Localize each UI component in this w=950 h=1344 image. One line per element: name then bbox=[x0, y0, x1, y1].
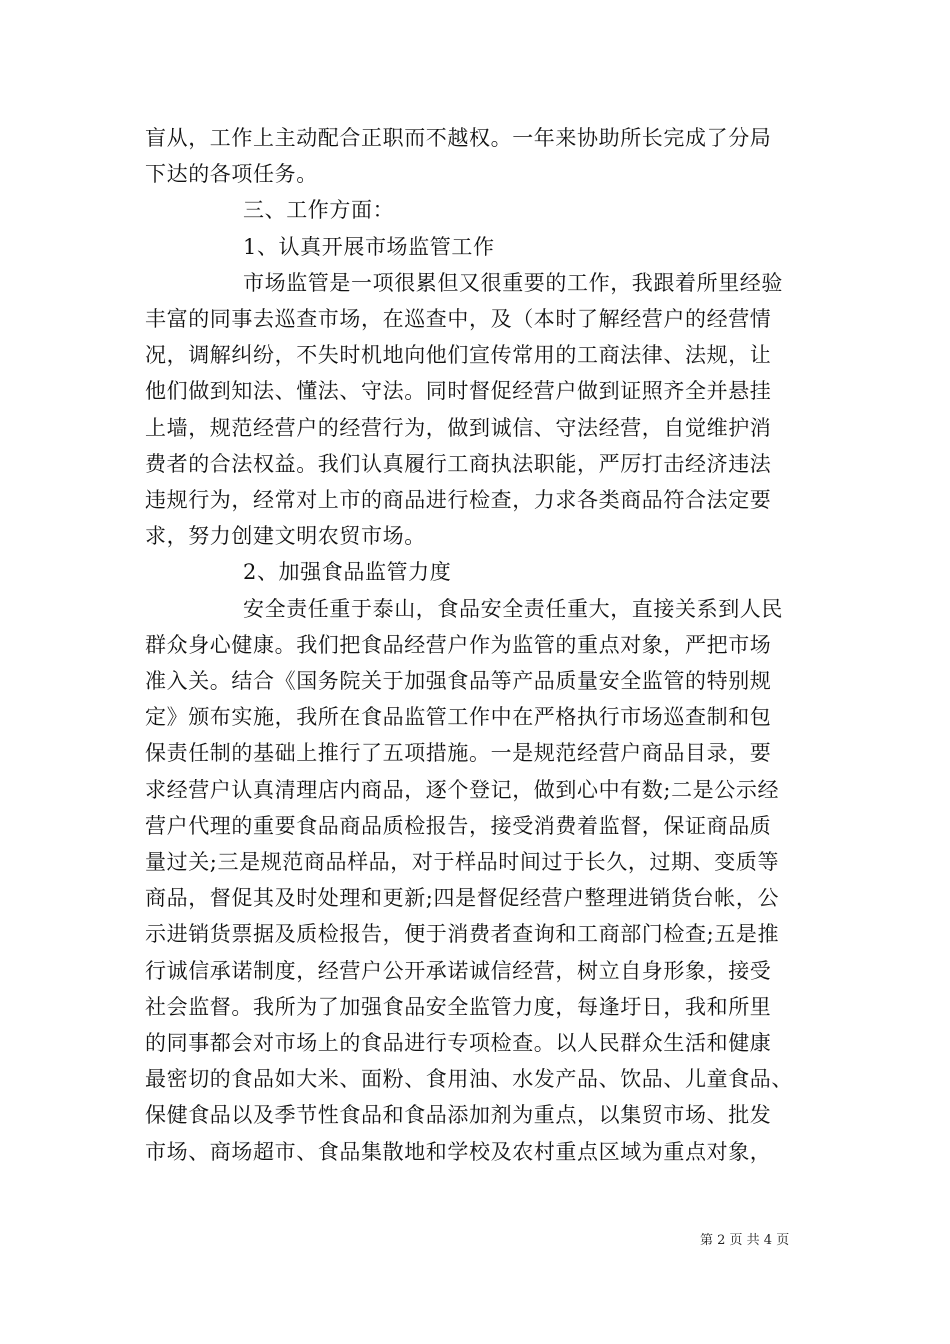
text-line: 违规行为，经常对上市的商品进行检查，力求各类商品符合法定要 bbox=[145, 488, 772, 513]
section-heading: 三、工作方面： bbox=[243, 198, 395, 223]
subsection-heading: 2、加强食品监管力度 bbox=[243, 560, 452, 585]
text-line: 求，努力创建文明农贸市场。 bbox=[145, 524, 426, 549]
text-line: 市场、商场超市、食品集散地和学校及农村重点区域为重点对象， bbox=[145, 1139, 772, 1164]
text-line: 盲从，工作上主动配合正职而不越权。一年来协助所长完成了分局 bbox=[145, 126, 772, 150]
text-line: 准入关。结合《国务院关于加强食品等产品质量安全监管的特别规 bbox=[145, 669, 772, 694]
text-line: 下达的各项任务。 bbox=[145, 162, 318, 187]
text-line: 他们做到知法、懂法、守法。同时督促经营户做到证照齐全并悬挂 bbox=[145, 379, 772, 404]
text-line: 安全责任重于泰山，食品安全责任重大，直接关系到人民 bbox=[243, 596, 783, 621]
text-line: 保责任制的基础上推行了五项措施。一是规范经营户商品目录，要 bbox=[145, 741, 772, 766]
text-line: 社会监督。我所为了加强食品安全监管力度，每逢圩日，我和所里 bbox=[145, 994, 772, 1019]
body-text bbox=[145, 120, 815, 1170]
text-line: 市场监管是一项很累但又很重要的工作，我跟着所里经验 bbox=[243, 270, 783, 295]
text-line: 示进销货票据及质检报告，便于消费者查询和工商部门检查;五是推 bbox=[145, 922, 780, 947]
text-line: 群众身心健康。我们把食品经营户作为监管的重点对象，严把市场 bbox=[145, 632, 772, 657]
text-line: 丰富的同事去巡查市场，在巡查中，及（本时了解经营户的经营情 bbox=[145, 307, 772, 332]
text-line: 商品，督促其及时处理和更新;四是督促经营户整理进销货台帐，公 bbox=[145, 886, 780, 911]
text-line: 最密切的食品如大米、面粉、食用油、水发产品、饮品、儿童食品、 bbox=[145, 1067, 793, 1092]
text-line: 上墙，规范经营户的经营行为，做到诚信、守法经营，自觉维护消 bbox=[145, 415, 772, 440]
subsection-heading: 1、认真开展市场监管工作 bbox=[243, 234, 495, 259]
text-line: 量过关;三是规范商品样品，对于样品时间过于长久，过期、变质等 bbox=[145, 850, 780, 875]
text-line: 营户代理的重要食品商品质检报告，接受消费着监督，保证商品质 bbox=[145, 813, 772, 838]
text-line: 行诚信承诺制度，经营户公开承诺诚信经营，树立自身形象，接受 bbox=[145, 958, 772, 983]
text-line: 求经营户认真清理店内商品，逐个登记，做到心中有数;二是公示经 bbox=[145, 777, 780, 802]
text-line: 费者的合法权益。我们认真履行工商执法职能，严厉打击经济违法 bbox=[145, 451, 772, 476]
page-number: 第 2 页 共 4 页 bbox=[700, 1233, 790, 1248]
text-line: 况，调解纠纷，不失时机地向他们宣传常用的工商法律、法规，让 bbox=[145, 343, 772, 368]
text-line: 定》颁布实施，我所在食品监管工作中在严格执行市场巡查制和包 bbox=[145, 705, 772, 730]
text-line: 保健食品以及季节性食品和食品添加剂为重点，以集贸市场、批发 bbox=[145, 1103, 772, 1128]
text-line: 的同事都会对市场上的食品进行专项检查。以人民群众生活和健康 bbox=[145, 1031, 772, 1056]
